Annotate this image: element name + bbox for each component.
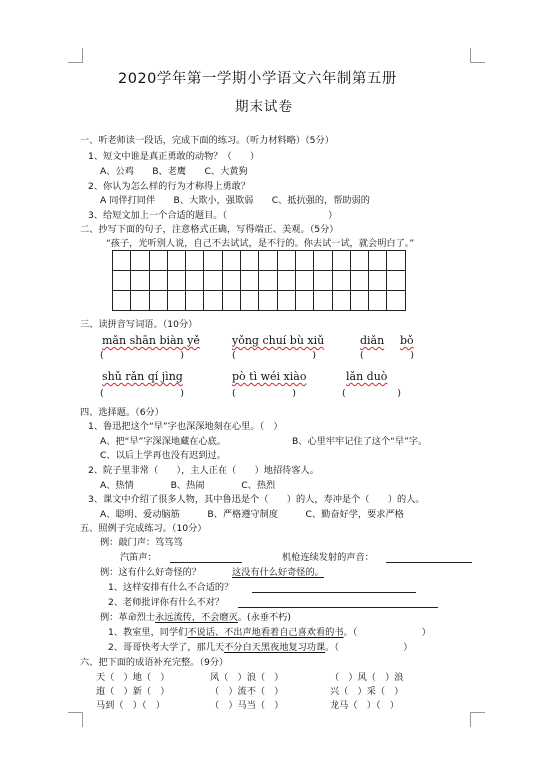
grid-cell[interactable] bbox=[259, 271, 277, 291]
s5-ex1-steam-whistle: 汽笛声： bbox=[120, 552, 157, 563]
answer-paren[interactable]: ( ) bbox=[100, 388, 192, 399]
pinyin-3: diǎn bbox=[360, 334, 385, 347]
grid-cell[interactable] bbox=[387, 251, 405, 271]
grid-cell[interactable] bbox=[332, 251, 350, 271]
grid-cell[interactable] bbox=[222, 271, 240, 291]
s1-question-2: 2、你认为怎么样的行为才称得上勇敢？ bbox=[88, 181, 251, 192]
grid-cell[interactable] bbox=[387, 271, 405, 291]
s4-q1-option-a: A、把“早”字深深地藏在心底。 bbox=[100, 436, 227, 447]
grid-cell[interactable] bbox=[350, 271, 368, 291]
grid-cell[interactable] bbox=[259, 291, 277, 311]
grid-cell[interactable] bbox=[277, 251, 295, 271]
pinyin-4: bǒ bbox=[400, 334, 414, 347]
grid-cell[interactable] bbox=[314, 251, 332, 271]
s5-ex2-item-2: 2、老师批评你有什么不对？ bbox=[108, 597, 225, 608]
idiom[interactable]: （ ）流不（ ） bbox=[210, 686, 284, 697]
s5-ex3-item-1: 1、教室里，同学们不说话、不出声地看着自己喜欢看的书。（ ） bbox=[108, 627, 431, 638]
section-6-heading: 六、把下面的成语补充完整。（9分） bbox=[80, 657, 229, 668]
s1-question-1-options: A、公鸡 B、老鹰 C、大黄狗 bbox=[100, 166, 248, 177]
grid-cell[interactable] bbox=[259, 251, 277, 271]
pinyin-6: pò tì wéi xiào bbox=[232, 370, 307, 383]
grid-cell[interactable] bbox=[222, 291, 240, 311]
answer-line[interactable] bbox=[170, 562, 242, 563]
writing-grid[interactable] bbox=[112, 250, 406, 311]
grid-cell[interactable] bbox=[241, 291, 259, 311]
s5-ex3-item-2: 2、哥哥快考大学了，那几天不分白天黑夜地复习功课。（ ） bbox=[108, 642, 413, 653]
answer-line[interactable] bbox=[238, 607, 438, 608]
s5-ex3-suffix: 。(永垂不朽) bbox=[237, 612, 291, 623]
pinyin-5: shǔ rǎn qí jìng bbox=[102, 370, 183, 383]
idiom[interactable]: （ ）风（ ）浪 bbox=[330, 672, 404, 683]
s4-question-3: 3、课文中介绍了很多人物，其中鲁迅是个（ ）的人，寿冲是个（ ）的人。 bbox=[88, 494, 425, 505]
s5-example-2-answer: 这没有什么好奇怪的。 bbox=[232, 567, 324, 578]
grid-cell[interactable] bbox=[387, 291, 405, 311]
s5-ex3-prefix: 例：革命烈士 bbox=[100, 612, 156, 623]
answer-line[interactable] bbox=[386, 562, 472, 563]
grid-row bbox=[113, 291, 406, 311]
pinyin-7: lǎn duò bbox=[346, 370, 388, 383]
section-1-heading: 一、听老师读一段话，完成下面的练习。（听力材料略）（5分） bbox=[80, 135, 334, 146]
grid-cell[interactable] bbox=[149, 291, 167, 311]
section-4-heading: 四、选择题。（6分） bbox=[80, 407, 164, 418]
idiom[interactable]: 兴（ ）采（ ） bbox=[330, 686, 404, 697]
s2-sentence: “孩子，光听别人说，自己不去试试，是不行的。你去试一试，就会明白了。” bbox=[106, 238, 415, 249]
grid-cell[interactable] bbox=[369, 291, 387, 311]
answer-paren[interactable]: ( ) bbox=[342, 388, 404, 399]
s5-ex3-underlined: 永远流传，不会磨灭 bbox=[155, 612, 238, 623]
grid-cell[interactable] bbox=[332, 291, 350, 311]
idiom[interactable]: 天（ ）地（ ） bbox=[96, 672, 170, 683]
answer-paren[interactable]: ( ) bbox=[100, 350, 192, 361]
grid-cell[interactable] bbox=[295, 251, 313, 271]
grid-cell[interactable] bbox=[113, 291, 131, 311]
section-2-heading: 二、抄写下面的句子，注意格式正确，写得端正、美观。（5分） bbox=[80, 224, 339, 235]
grid-cell[interactable] bbox=[131, 251, 149, 271]
grid-cell[interactable] bbox=[295, 271, 313, 291]
idiom[interactable]: 龙马（ ）（ ） bbox=[330, 700, 399, 711]
page-title: 2020学年第一学期小学语文六年制第五册 bbox=[118, 71, 397, 87]
s5-ex2-item-1: 1、这样安排有什么不合适的？ bbox=[108, 582, 234, 593]
corner-mark-top-left bbox=[68, 48, 83, 63]
idiom[interactable]: 马到（ ）（ ） bbox=[96, 700, 165, 711]
s5-example-2: 例：这有什么好奇怪的？ bbox=[100, 567, 202, 578]
grid-cell[interactable] bbox=[295, 291, 313, 311]
s1-question-1: 1、短文中谁是真正勇敢的动物？（ ） bbox=[88, 151, 260, 162]
grid-cell[interactable] bbox=[314, 271, 332, 291]
s1-question-3: 3、给短文加上一个合适的题目。（ ） bbox=[88, 210, 338, 221]
answer-line[interactable] bbox=[252, 592, 416, 593]
grid-cell[interactable] bbox=[277, 291, 295, 311]
s1-question-2-options: A 同伴打同伴 B、大欺小，强欺弱 C、抵抗强的，帮助弱的 bbox=[100, 195, 370, 206]
idiom[interactable]: 风（ ）浪（ ） bbox=[210, 672, 284, 683]
section-5-heading: 五、照例子完成练习。（10分） bbox=[80, 523, 207, 534]
corner-mark-bottom-right bbox=[470, 712, 485, 727]
idiom[interactable]: （ ）马当（ ） bbox=[210, 700, 284, 711]
grid-cell[interactable] bbox=[241, 271, 259, 291]
grid-cell[interactable] bbox=[204, 271, 222, 291]
s4-question-1: 1、鲁迅把这个“早”字也深深地刻在心里。（ ） bbox=[88, 421, 283, 432]
grid-row bbox=[113, 251, 406, 271]
grid-cell[interactable] bbox=[186, 271, 204, 291]
grid-cell[interactable] bbox=[167, 291, 185, 311]
corner-mark-bottom-left bbox=[68, 712, 83, 727]
grid-cell[interactable] bbox=[332, 271, 350, 291]
grid-cell[interactable] bbox=[350, 291, 368, 311]
s4-question-3-options: A、聪明、爱动脑筋 B、严格遵守制度 C、勤奋好学，要求严格 bbox=[100, 509, 404, 520]
grid-cell[interactable] bbox=[369, 251, 387, 271]
grid-cell[interactable] bbox=[350, 251, 368, 271]
grid-cell[interactable] bbox=[113, 271, 131, 291]
grid-cell[interactable] bbox=[131, 271, 149, 291]
corner-mark-top-right bbox=[470, 48, 485, 63]
grid-cell[interactable] bbox=[222, 251, 240, 271]
grid-cell[interactable] bbox=[204, 251, 222, 271]
grid-cell[interactable] bbox=[204, 291, 222, 311]
grid-cell[interactable] bbox=[369, 271, 387, 291]
s5-ex3-item-2-underlined: 不分白天黑夜地复习功课 bbox=[224, 642, 326, 653]
grid-cell[interactable] bbox=[186, 251, 204, 271]
s4-q1-option-b: B、心里牢牢记住了这个“早”字。 bbox=[292, 436, 428, 447]
grid-cell[interactable] bbox=[186, 291, 204, 311]
grid-cell[interactable] bbox=[113, 251, 131, 271]
pinyin-2: yǒng chuí bù xiǔ bbox=[232, 334, 325, 347]
grid-cell[interactable] bbox=[167, 251, 185, 271]
page-subtitle: 期末试卷 bbox=[235, 99, 293, 115]
pinyin-1: mǎn shān biàn yě bbox=[102, 334, 200, 347]
s4-question-2-options: A、热情 B、热闹 C、热烈 bbox=[100, 480, 276, 491]
section-3-heading: 三、读拼音写词语。（10分） bbox=[80, 319, 198, 330]
grid-cell[interactable] bbox=[277, 271, 295, 291]
grid-row bbox=[113, 271, 406, 291]
grid-cell[interactable] bbox=[149, 251, 167, 271]
s4-question-2: 2、院子里非常（ ），主人正在（ ）地招待客人。 bbox=[88, 465, 319, 476]
grid-cell[interactable] bbox=[149, 271, 167, 291]
grid-cell[interactable] bbox=[241, 251, 259, 271]
answer-paren[interactable]: ( ) bbox=[232, 350, 324, 361]
grid-cell[interactable] bbox=[167, 271, 185, 291]
s5-ex1-machine-gun: 机枪连续发射的声音： bbox=[282, 552, 374, 563]
s5-ex3-item-1-underlined: 不说话、不出声地看着自己喜欢看的书 bbox=[187, 627, 344, 638]
grid-cell[interactable] bbox=[314, 291, 332, 311]
s5-example-1: 例：敲门声：笃笃笃 bbox=[100, 537, 183, 548]
answer-paren[interactable]: ( ) bbox=[232, 388, 300, 399]
answer-paren[interactable]: ( ) bbox=[360, 350, 416, 361]
s4-q1-option-c: C、以后上学再也没有迟到过。 bbox=[100, 450, 226, 461]
idiom[interactable]: 迶（ ）新（ ） bbox=[96, 686, 170, 697]
s5-example-3 bbox=[100, 612, 291, 624]
grid-cell[interactable] bbox=[131, 291, 149, 311]
